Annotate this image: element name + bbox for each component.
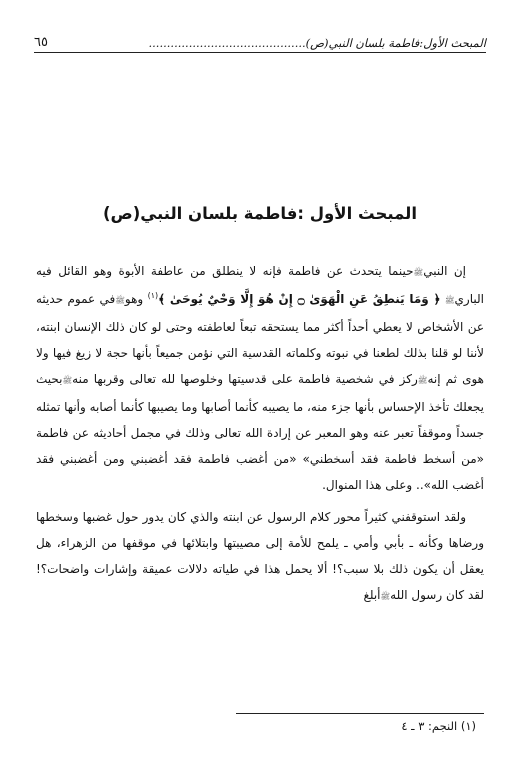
p1-text-d: في عموم حديثه عن الأشخاص لا يعطي أحداً أكثر مما يستحقه تبعاً لعاطفته وحتى لو كان ذلك الإنسان ابنته، لأننا لو قلنا بذلك لطعنا في نبوته وكلماته القدسية التي نؤمن جميعاً بأنها حجة لا زيغ فيها ولا هوى ثم إنه — [36, 292, 485, 386]
p1-text-b: حينما يتحدث عن فاطمة فإنه لا ينطلق من عاطفة الأبوة وهو القائل فيه الباري — [36, 264, 484, 306]
salutation-mark: ﷺ — [417, 376, 428, 385]
salutation-mark: ﷺ — [380, 592, 391, 601]
page-number: ٦٥ — [34, 35, 48, 50]
header-rule — [34, 52, 486, 53]
quran-verse: ﴿ وَمَا يَنطِقُ عَنِ الْهَوَىٰ ۝ إِنْ هُوَ إِلَّا وَحْيٌ يُوحَىٰ ﴾ — [158, 292, 441, 306]
section-title: المبحث الأول :فاطمة بلسان النبي(ص) — [103, 204, 417, 223]
footnote-rule — [236, 713, 484, 714]
body-text — [36, 258, 484, 610]
footnote: (١) النجم: ٣ ـ ٤ — [401, 719, 476, 733]
p2-text-end: أبلغ — [363, 588, 381, 602]
p1-text-e: ركز في شخصية فاطمة على قدسيتها وخلوصها لله تعالى وقربها منه — [72, 372, 418, 386]
p1-text-f: بحيث يجعلك تأخذ الإحساس بأنها جزء منه، ما يصيبه كأنما أصابها وما يصيبها كأنما أصابه وأنها تمثله جسداً وموقفاً تعبر عنه وهو المعبر عن إرادة الله تعالى وذلك في مجمل أحاديثه عن فاطمة «من أسخط فاطمة فقد أسخطني» «من أغضب فاطمة فقد أغضبني ومن أغضبني فقد أغضب الله».. وعلى هذا المنوال. — [36, 372, 484, 492]
p2-text: ولقد استوقفني كثيراً محور كلام الرسول عن ابنته والذي كان يدور حول غضبها وسخطها ورضاها وكأنه ـ بأبي وأمي ـ يلمح للأمة إلى مصيبتها وابتلائها في موقفها من الزهراء، هل يعقل أن يكون ذلك بلا سبب؟! ألا يحمل هذا في طياته دلالات عميقة وإشارات واضحات؟! لقد كان رسول الله — [36, 510, 484, 602]
running-title-leader: ........................................... — [148, 36, 306, 50]
paragraph-1 — [36, 258, 484, 498]
running-header — [34, 28, 486, 50]
salutation-mark: ﷺ — [115, 296, 125, 305]
salutation-mark: ﷺ — [444, 296, 455, 305]
running-title-text: المبحث الأول:فاطمة بلسان النبي(ص) — [305, 36, 486, 50]
footnote-marker: (١) — [147, 291, 159, 300]
p1-text-a: إن النبي — [423, 264, 466, 278]
paragraph-2 — [36, 504, 484, 610]
salutation-mark: ﷺ — [62, 376, 73, 385]
salutation-mark: ﷺ — [413, 268, 424, 277]
running-title — [148, 36, 486, 50]
p1-text-c: وهو — [124, 292, 144, 306]
